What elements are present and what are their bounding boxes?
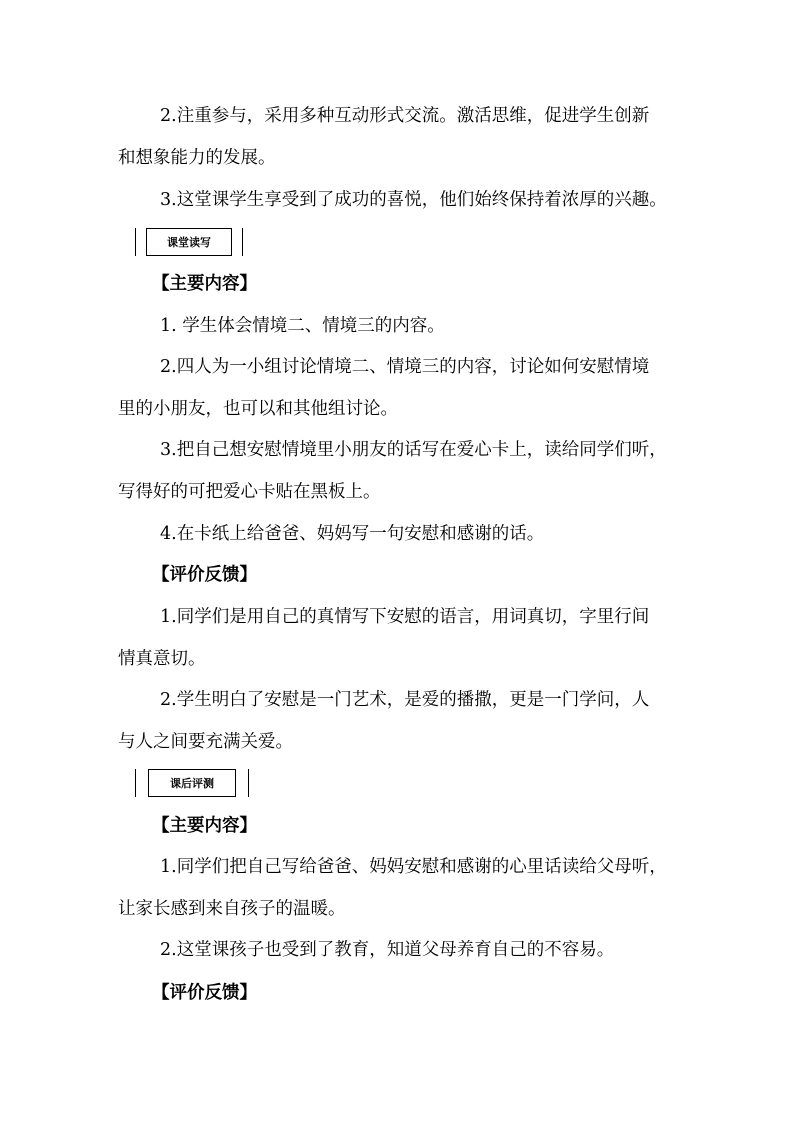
section-heading: 【评价反馈】: [152, 983, 257, 1003]
paragraph-line: 写得好的可把爱心卡贴在黑板上。: [118, 482, 381, 502]
paragraph-line: 1. 学生体会情境二、情境三的内容。: [160, 316, 445, 336]
paragraph-line: 与人之间要充满关爱。: [118, 732, 293, 752]
paragraph-line: 让家长感到来自孩子的温暖。: [118, 899, 346, 919]
paragraph-line: 2.学生明白了安慰是一门艺术，是爱的播撒，更是一门学问，人: [160, 690, 650, 710]
section-heading: 【主要内容】: [152, 274, 257, 294]
paragraph-line: 2.四人为一小组讨论情境二、情境三的内容，讨论如何安慰情境: [160, 357, 650, 377]
section-label-text: 课后评测: [148, 769, 236, 797]
paragraph-line: 3.这堂课学生享受到了成功的喜悦，他们始终保持着浓厚的兴趣。: [160, 190, 667, 210]
paragraph-line: 情真意切。: [118, 649, 206, 669]
paragraph-line: 和想象能力的发展。: [118, 148, 276, 168]
section-label-box: [135, 228, 243, 256]
section-heading: 【评价反馈】: [152, 565, 257, 585]
paragraph-line: 4.在卡纸上给爸爸、妈妈写一句安慰和感谢的话。: [160, 524, 545, 544]
paragraph-line: 2.这堂课孩子也受到了教育，知道父母养育自己的不容易。: [160, 940, 615, 960]
paragraph-line: 2.注重参与，采用多种互动形式交流。激活思维，促进学生创新: [160, 106, 650, 126]
section-label-text: 课堂读写: [146, 228, 232, 256]
paragraph-line: 1.同学们把自己写给爸爸、妈妈安慰和感谢的心里话读给父母听，: [160, 857, 667, 877]
section-label-box: [135, 769, 249, 797]
paragraph-line: 里的小朋友，也可以和其他组讨论。: [118, 399, 398, 419]
paragraph-line: 1.同学们是用自己的真情写下安慰的语言，用词真切，字里行间: [160, 607, 650, 627]
section-heading: 【主要内容】: [152, 816, 257, 836]
paragraph-line: 3.把自己想安慰情境里小朋友的话写在爱心卡上，读给同学们听，: [160, 440, 667, 460]
